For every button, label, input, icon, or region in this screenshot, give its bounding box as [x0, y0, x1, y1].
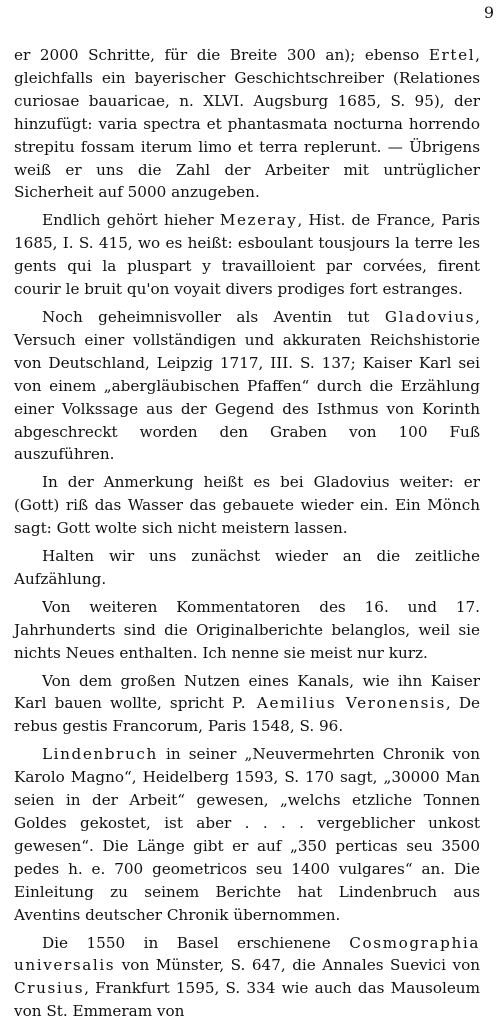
paragraph-9: Die 1550 in Basel erschienene Cosmographia universalis von Münster, S. 647, die Annales Suevici von Crusius, Frankfurt 1595, S. 334 wie auch das Mausoleum von St. Emmeram von — [14, 933, 480, 1021]
author-name: P. Aemilius Veronensis — [232, 694, 446, 713]
paragraph-3: Noch geheimnisvoller als Aventin tut Gladovius, Versuch einer vollständigen und akkuraten Reichshistorie von Deutschland, Leipzig 1717, III. S. 137; Kaiser Karl sei von einem „abergläubischen Pfaffen“ durch die Erzählung einer Volkssage aus der Gegend des Isthmus von Korinth abgeschreckt worden den Graben von 100 Fuß auszuführen. — [14, 307, 480, 464]
paragraph-5: Halten wir uns zunächst wieder an die zeitliche Aufzählung. — [14, 547, 480, 588]
author-name: Crusius — [14, 979, 85, 998]
body-text — [14, 44, 480, 1023]
author-name: Ertel — [428, 46, 476, 64]
work-title: Cosmographia universalis — [14, 933, 480, 975]
paragraph-6: Von weiteren Kommentatoren des 16. und 17. Jahrhunderts sind die Originalberichte belanglos, weil sie nichts Neues enthalten. Ich nenne sie meist nur kurz. — [14, 597, 480, 662]
paragraph-1: er 2000 Schritte, für die Breite 300 an); ebenso Ertel, gleichfalls ein bayerischer Geschichtschreiber (Relationes curiosae bauaricae, n. XLVI. Augsburg 1685, S. 95), der hinzufügt: varia spectra et phantasmata nocturna horrendo strepitu fossam iterum limo et terra replerunt. — Übrigens weiß er uns die Zahl der Arbeiter mit untrüglicher Sicherheit auf 5000 anzugeben. — [14, 46, 480, 202]
paragraph-8: Lindenbruch in seiner „Neuvermehrten Chronik von Karolo Magno“, Heidelberg 1593, S. 170 sagt, „30000 Man seien in der Arbeit“ gewesen, „welchs etzliche Tonnen Goldes gekostet, ist aber . . . . vergeblicher unkost gewesen“. Die Länge gibt er auf „350 perticas seu 3500 pedes h. e. 700 geometricos seu 1400 vulgares“ an. Die Einleitung zu seinem Berichte hat Lindenbruch aus Aventins deutscher Chronik übernommen. — [14, 745, 480, 924]
paragraph-7: Von dem großen Nutzen eines Kanals, wie ihn Kaiser Karl bauen wollte, spricht P. Aemilius Veronensis, De rebus gestis Francorum, Paris 1548, S. 96. — [14, 671, 480, 736]
author-name: Mezeray — [219, 211, 298, 230]
author-name: Gladovius — [384, 307, 476, 326]
paragraph-2: Endlich gehört hieher Mezeray, Hist. de France, Paris 1685, I. S. 415, wo es heißt: esboulant tousjours la terre les gents qui la pluspart y travailloient par corvées, firent courir le bruit qu'on voyait divers prodiges fort estranges. — [14, 211, 480, 299]
paragraph-4: In der Anmerkung heißt es bei Gladovius weiter: er (Gott) riß das Wasser das gebauete wieder ein. Ein Mönch sagt: Gott wolte sich nicht meistern lassen. — [14, 473, 480, 538]
page-number: 9 — [483, 3, 494, 22]
author-name: Lindenbruch — [42, 745, 158, 764]
